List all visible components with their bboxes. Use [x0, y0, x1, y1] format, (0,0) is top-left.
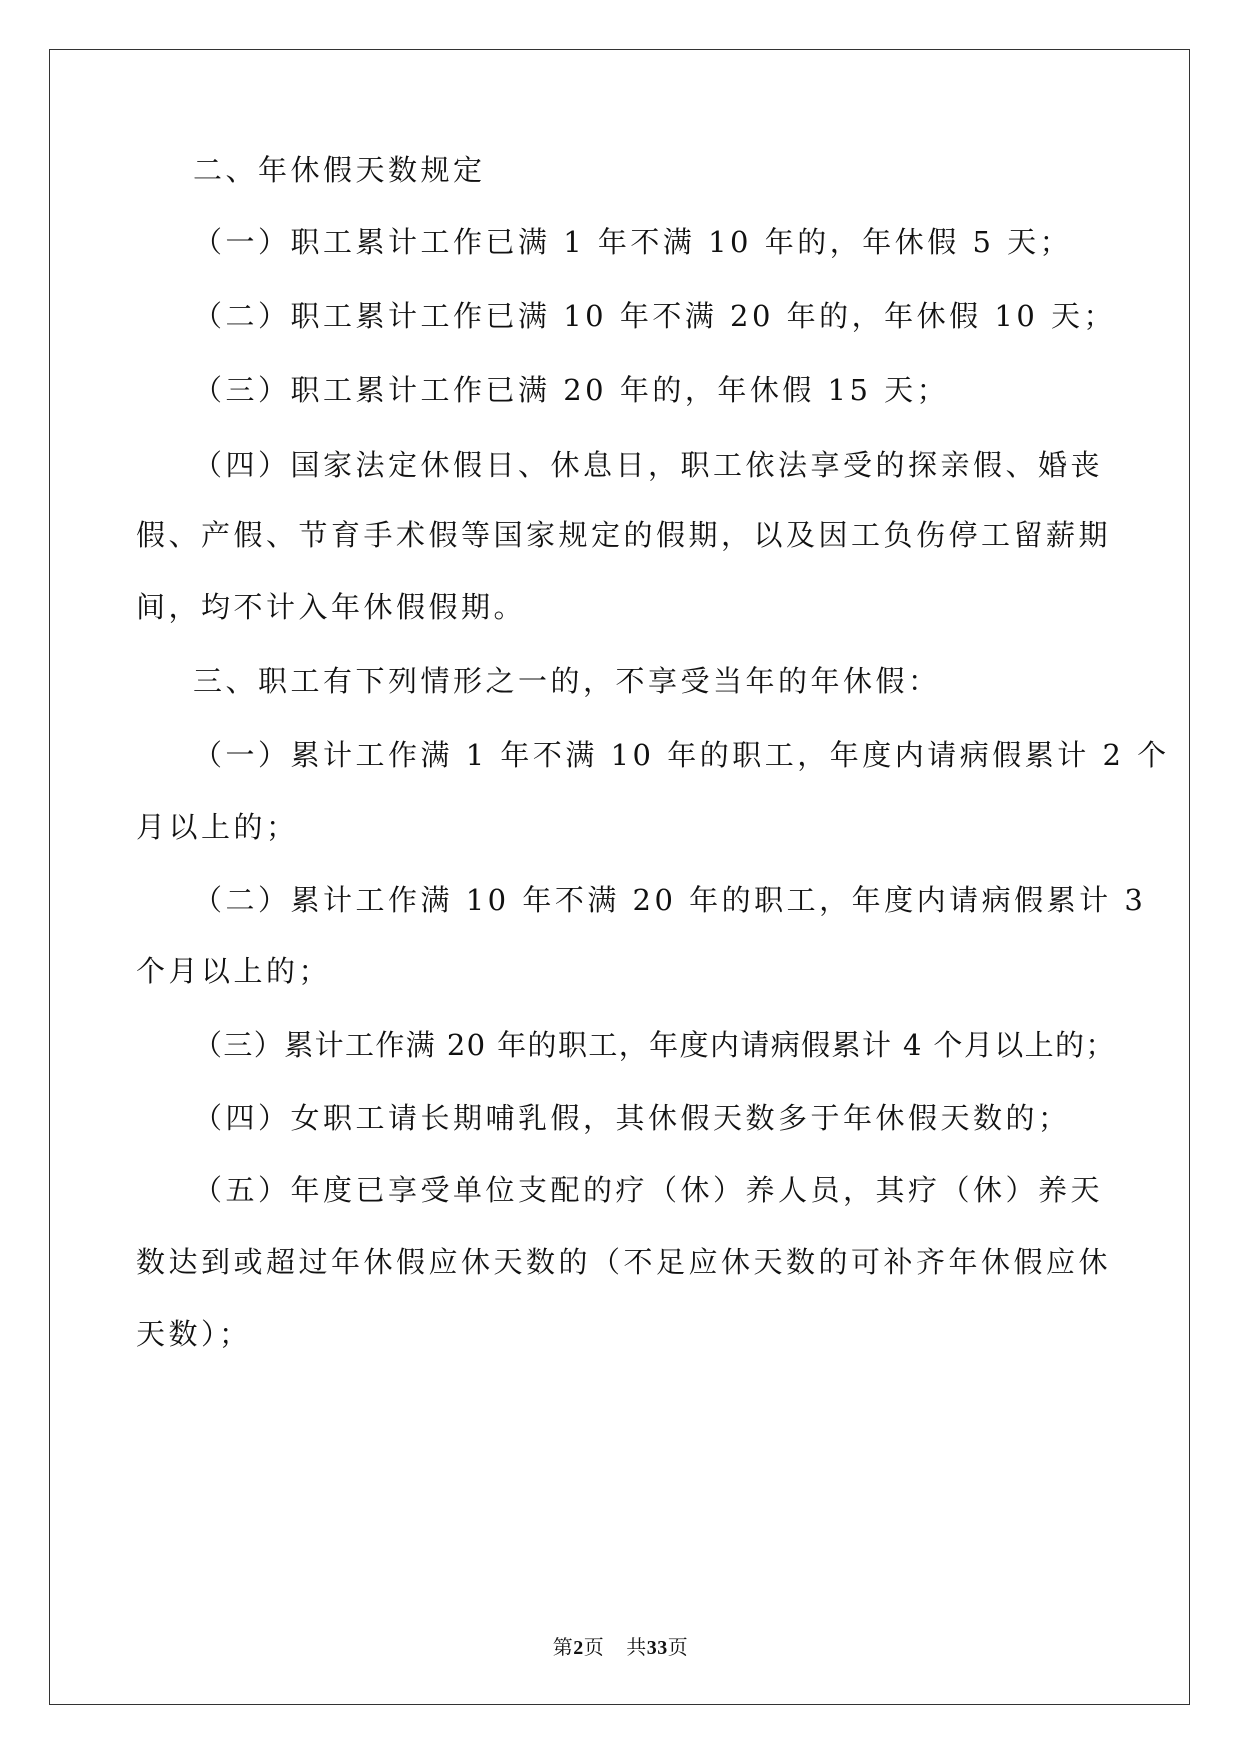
paragraph-line: （三）累计工作满 20 年的职工，年度内请病假累计 4 个月以上的；	[193, 1028, 1116, 1062]
paragraph-line: （四）女职工请长期哺乳假，其休假天数多于年休假天数的；	[193, 1101, 1071, 1135]
paragraph-line: （二）职工累计工作已满 10 年不满 20 年的，年休假 10 天；	[193, 299, 1117, 333]
paragraph-line: （五）年度已享受单位支配的疗（休）养人员，其疗（休）养天	[193, 1173, 1104, 1207]
paragraph-line: 间，均不计入年休假假期。	[136, 590, 527, 624]
total-page-count: 33	[646, 1637, 668, 1659]
page-label-suffix: 页	[583, 1637, 605, 1659]
paragraph-line: （一）职工累计工作已满 1 年不满 10 年的，年休假 5 天；	[193, 225, 1073, 259]
paragraph-line: （二）累计工作满 10 年不满 20 年的职工，年度内请病假累计 3	[193, 883, 1147, 917]
paragraph-line: （四）国家法定休假日、休息日，职工依法享受的探亲假、婚丧	[193, 448, 1104, 482]
paragraph-line: 个月以上的；	[136, 954, 332, 988]
page-footer	[0, 1631, 1241, 1660]
total-label-suffix: 页	[667, 1637, 689, 1659]
heading-section-two: 二、年休假天数规定	[193, 153, 486, 187]
paragraph-line: 月以上的；	[136, 810, 299, 844]
current-page-number: 2	[573, 1637, 584, 1659]
page-label-prefix: 第	[552, 1637, 574, 1659]
paragraph-line: （三）职工累计工作已满 20 年的，年休假 15 天；	[193, 373, 950, 407]
paragraph-line: 假、产假、节育手术假等国家规定的假期，以及因工负伤停工留薪期	[136, 518, 1112, 552]
paragraph-line: 数达到或超过年休假应休天数的（不足应休天数的可补齐年休假应休	[136, 1245, 1112, 1279]
paragraph-line: 天数）；	[136, 1317, 252, 1351]
heading-section-three: 三、职工有下列情形之一的，不享受当年的年休假：	[193, 664, 941, 698]
paragraph-line: （一）累计工作满 1 年不满 10 年的职工，年度内请病假累计 2 个	[193, 738, 1170, 772]
total-label-prefix: 共	[626, 1637, 647, 1659]
